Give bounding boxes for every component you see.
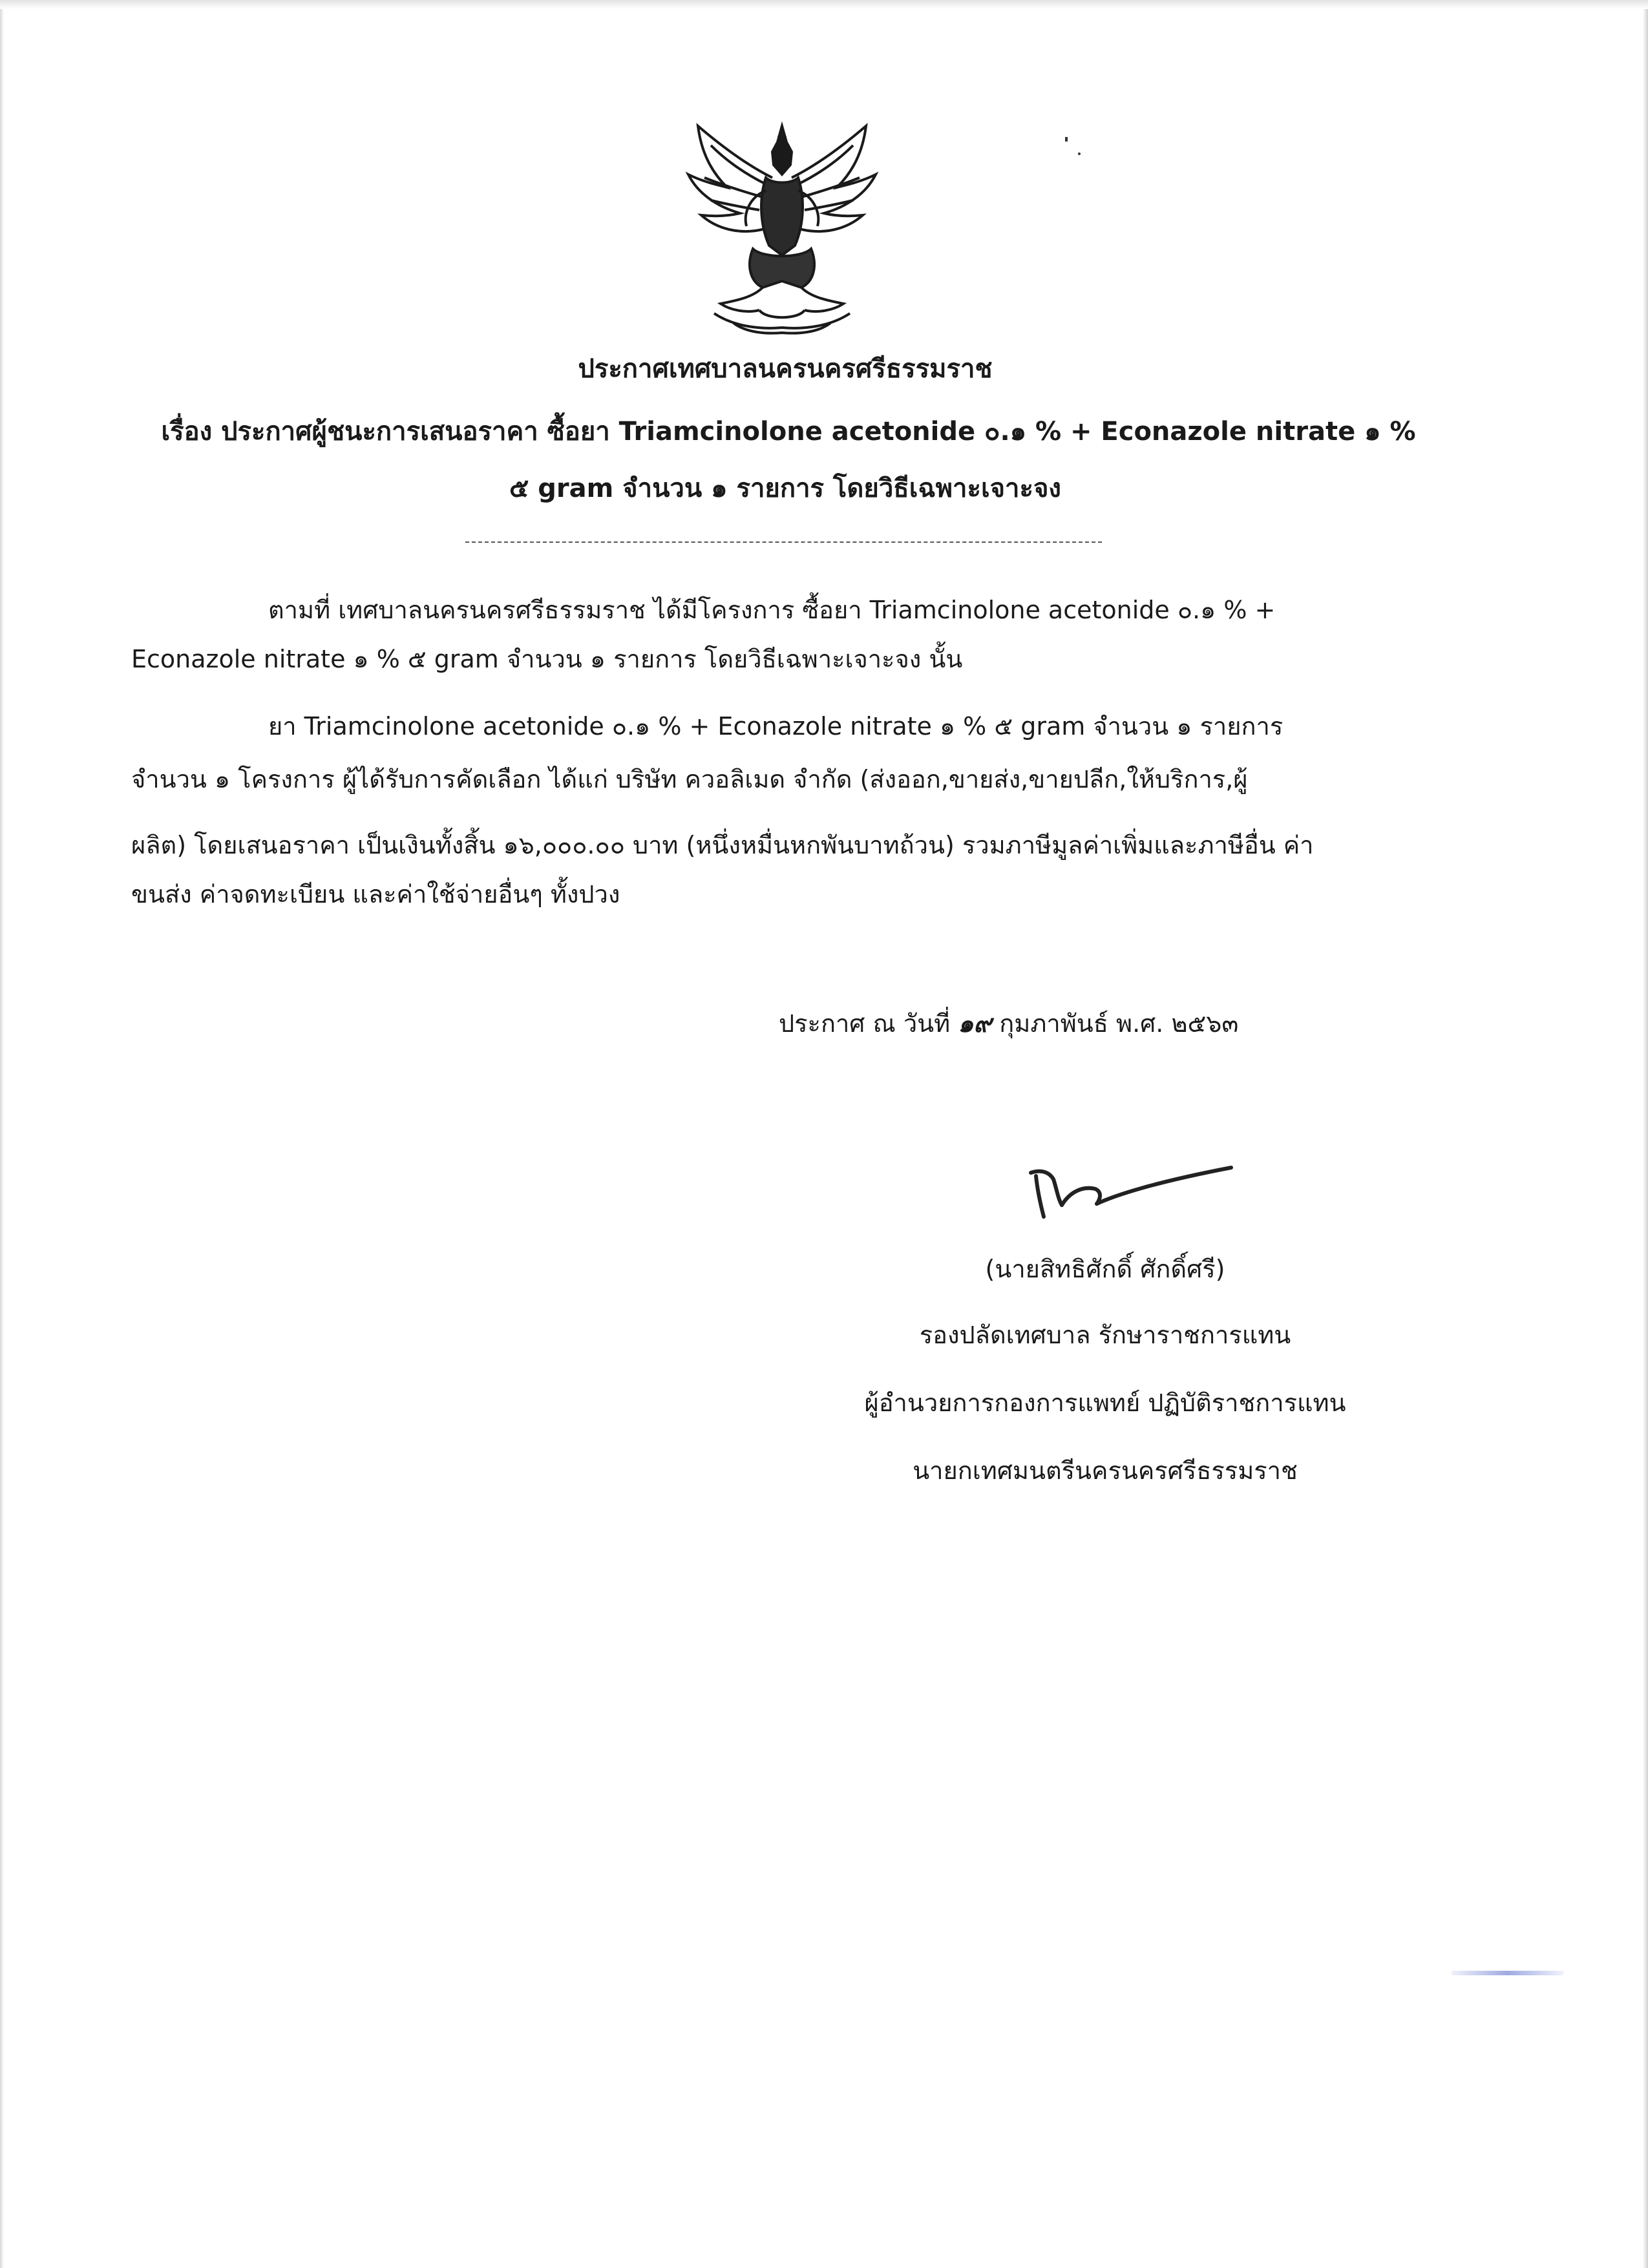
body-paragraph-line: ยา Triamcinolone acetonide ๐.๑ % + Econazole nitrate ๑ % ๕ gram จำนวน ๑ รายการ [268, 712, 1284, 740]
scan-edge-left [0, 0, 4, 2268]
body-text: ผู้ได้รับการคัดเลือก ได้แก่ บริษัท ควอลิเมด จำกัด (ส่งออก,ขายส่ง,ขายปลีก,ให้บริการ,ผู้ [342, 765, 1248, 793]
subject-line-1: เรื่อง ประกาศผู้ชนะการเสนอราคา ซื้อยา Triamcinolone acetonide ๐.๑ % + Econazole nitrate ๑ % [161, 417, 1416, 446]
subject-line-2: ๕ gram จำนวน ๑ รายการ โดยวิธีเฉพาะเจาะจง [509, 474, 1061, 503]
handwritten-signature [1024, 1153, 1238, 1224]
scan-edge-top [0, 0, 1648, 9]
garuda-emblem-icon [675, 120, 889, 336]
body-paragraph-line: Econazole nitrate ๑ % ๕ gram จำนวน ๑ รายการ โดยวิธีเฉพาะเจาะจง นั้น [131, 645, 963, 673]
body-paragraph-line: ตามที่ เทศบาลนครนครศรีธรรมราช ได้มีโครงการ ซื้อยา Triamcinolone acetonide ๐.๑ % + [268, 596, 1276, 624]
signatory-name: (นายสิทธิศักดิ์ ศักดิ์ศรี) [985, 1255, 1225, 1283]
body-paragraph-line [131, 762, 1248, 796]
body-text: โดยเสนอราคา เป็นเงินทั้งสิ้น ๑๖,๐๐๐.๐๐ บาท (หนึ่งหมื่นหกพันบาทถ้วน) รวมภาษีมูลค่าเพิ่มและภาษีอื่น ค่า [194, 831, 1314, 859]
scan-smudge [1451, 1971, 1564, 1975]
body-text: ผลิต) [131, 831, 195, 859]
date-prefix: ประกาศ ณ วันที่ [779, 1009, 958, 1038]
body-paragraph-line [131, 828, 1314, 862]
separator-rule [465, 541, 1102, 543]
body-paragraph-line: ขนส่ง ค่าจดทะเบียน และค่าใช้จ่ายอื่นๆ ทั้งปวง [131, 880, 620, 908]
scan-speck [1065, 137, 1068, 142]
date-day: ๑๙ [958, 1009, 992, 1038]
signatory-position: นายกเทศมนตรีนครนครศรีธรรมราช [913, 1456, 1298, 1485]
signatory-position: ผู้อำนวยการกองการแพทย์ ปฏิบัติราชการแทน [864, 1389, 1346, 1417]
announcement-date [779, 1007, 1238, 1040]
scan-speck [1078, 152, 1081, 155]
body-text: จำนวน ๑ โครงการ [131, 765, 343, 793]
scan-edge-right [1643, 0, 1648, 2268]
date-month-year: กุมภาพันธ์ พ.ศ. ๒๕๖๓ [991, 1009, 1239, 1038]
issuer-title: ประกาศเทศบาลนครนครศรีธรรมราช [578, 354, 993, 384]
signatory-position: รองปลัดเทศบาล รักษาราชการแทน [919, 1321, 1291, 1349]
